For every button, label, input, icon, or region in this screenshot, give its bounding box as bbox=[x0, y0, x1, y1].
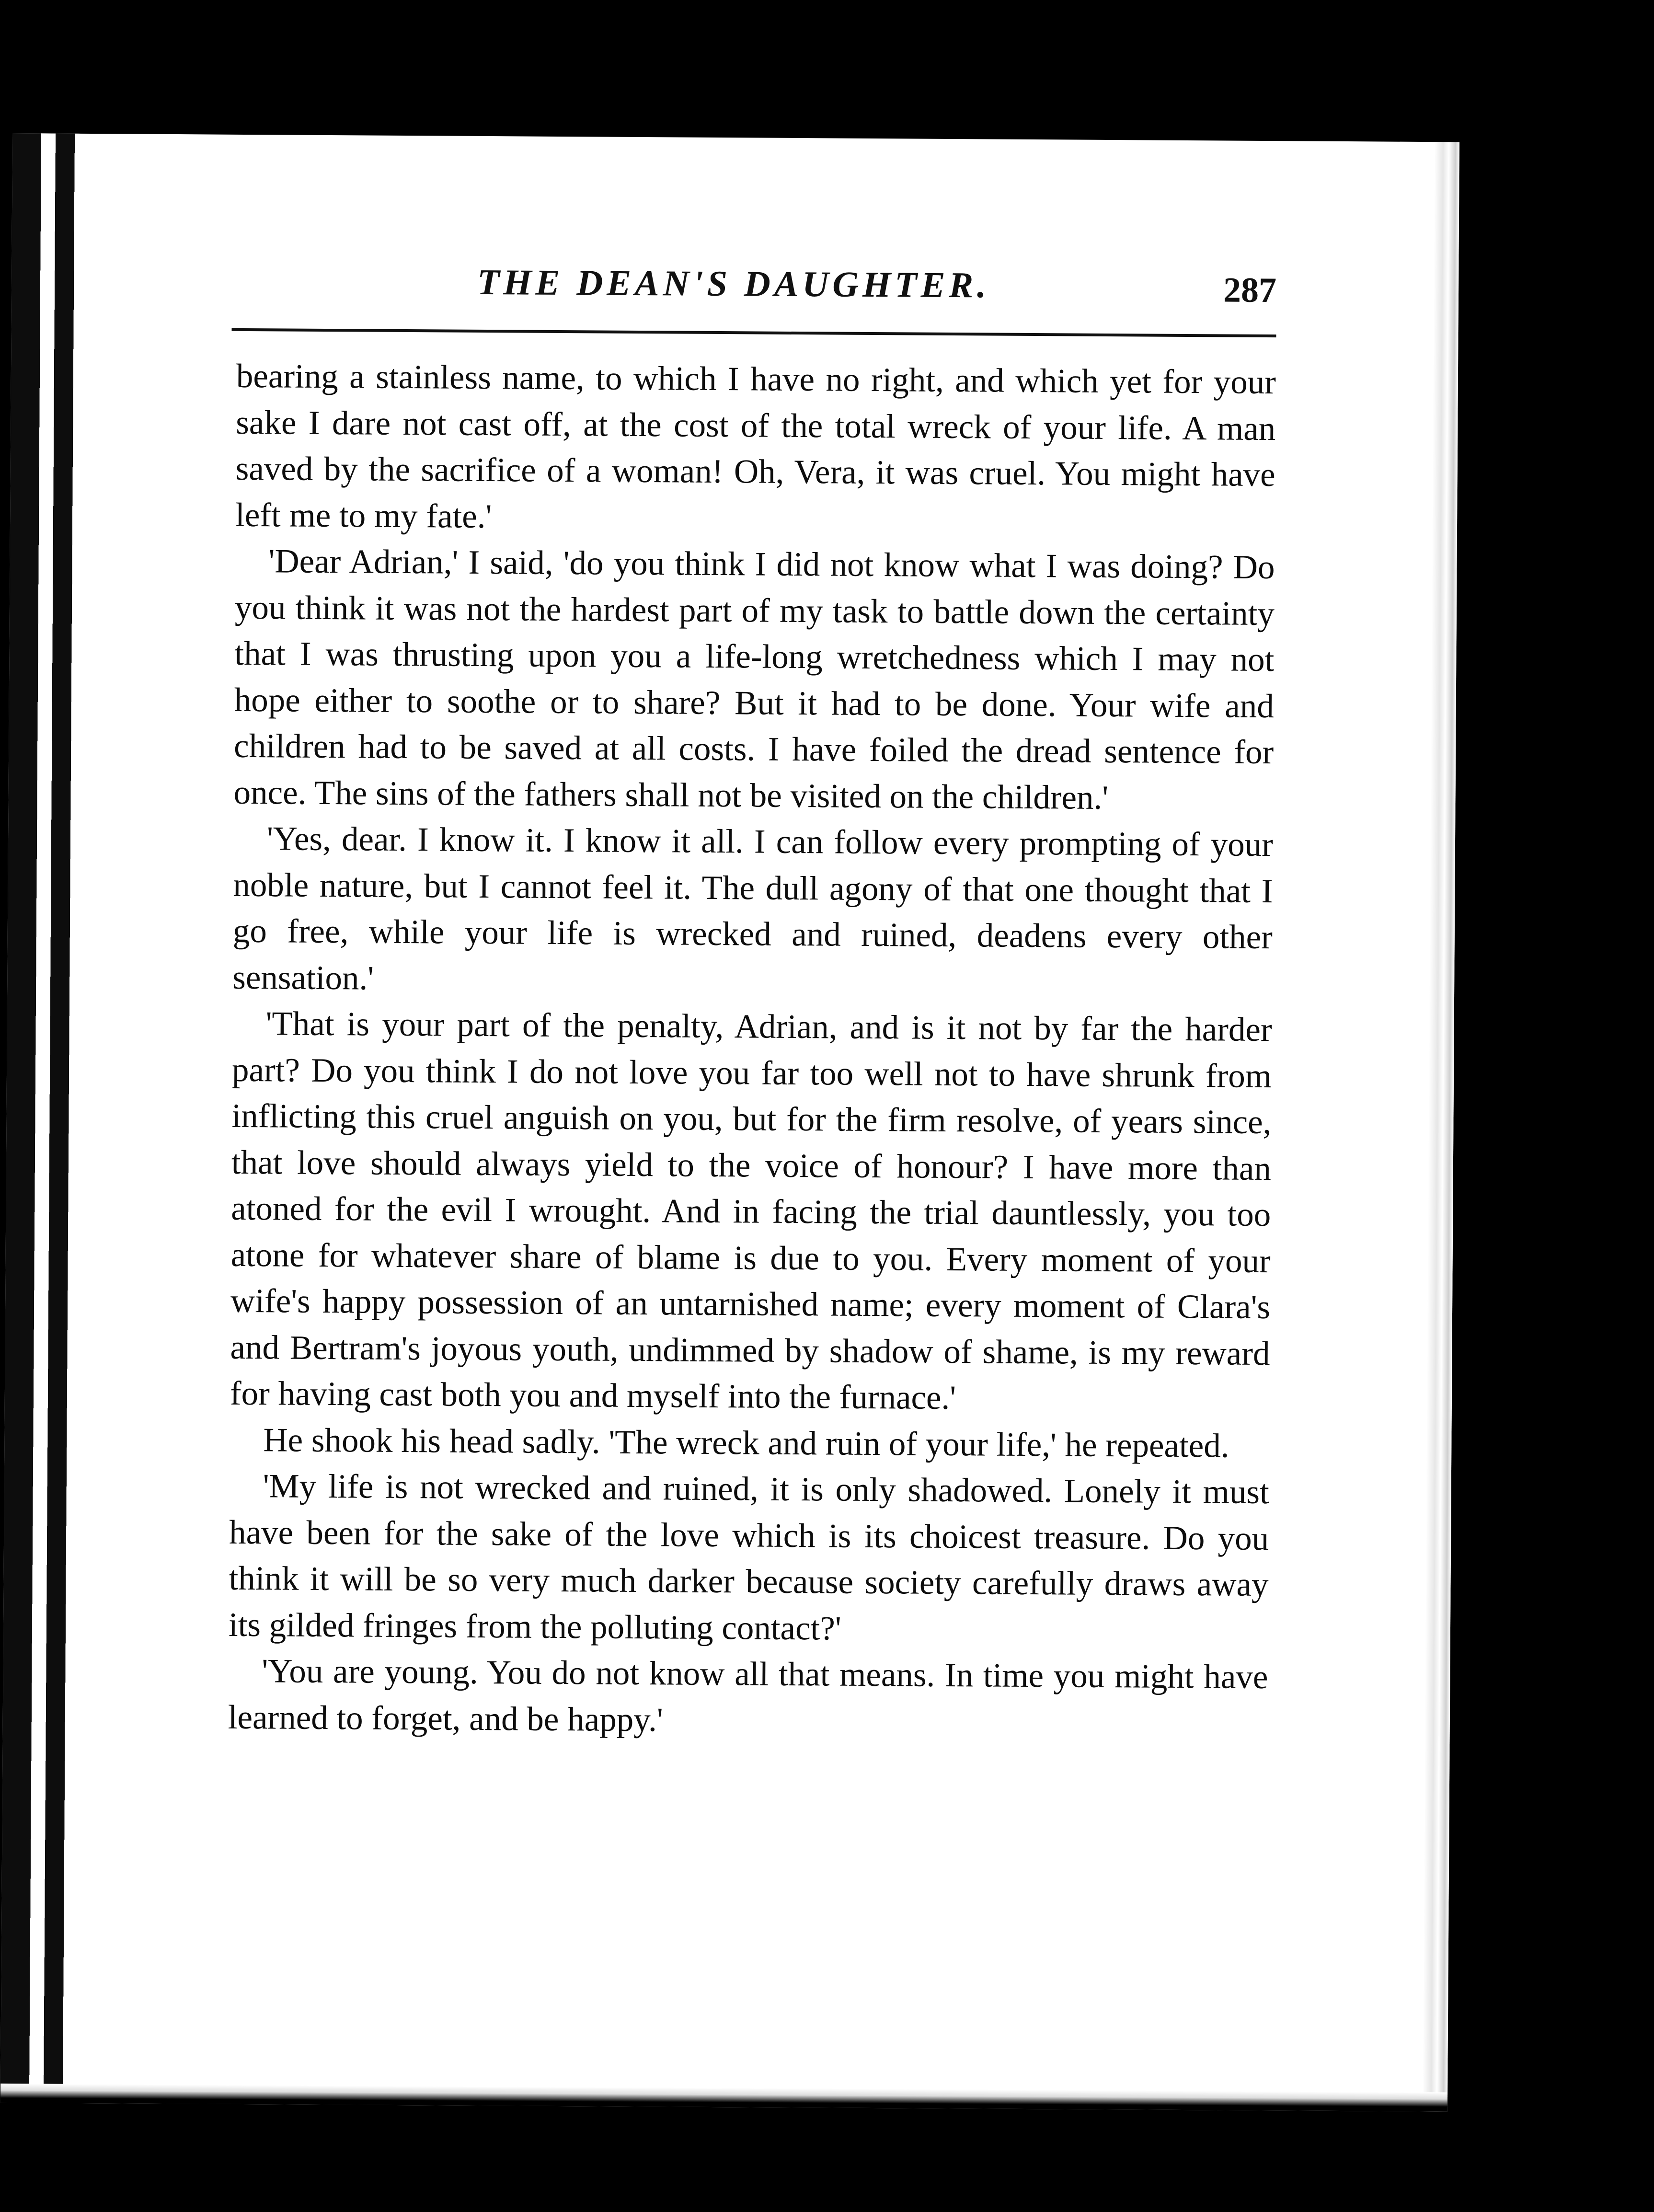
page-number: 287 bbox=[1223, 270, 1277, 311]
paragraph: 'You are young. You do not know all that means. In time you might have learned to forget, and be happy.' bbox=[228, 1652, 1268, 1739]
paragraph: 'Yes, dear. I know it. I know it all. I can follow every prompting of your noble nature, but I cannot feel it. The dull agony of that one thought that I go free, while your life is wrecked and ruined, deadens every other sensation.' bbox=[232, 820, 1274, 997]
header-rule bbox=[231, 328, 1276, 337]
page-gutter-shadow bbox=[0, 133, 80, 2103]
paragraph: He shook his head sadly. 'The wreck and ruin of your life,' he repeated. bbox=[263, 1421, 1229, 1465]
book-page bbox=[0, 133, 1459, 2111]
running-title: THE DEAN'S DAUGHTER. bbox=[477, 262, 990, 306]
page-edge bbox=[1423, 142, 1459, 2111]
body-text bbox=[228, 353, 1276, 1747]
paragraph: 'Dear Adrian,' I said, 'do you think I did not know what I was doing? Do you think it was not the hardest part of my task to battle down the certainty that I was thrusting upon you a life-long wretchedness which I may not hope either to soothe or to share? But it had to be done. Your wife and children had to be saved at all costs. I have foiled the dread sentence for once. The sins of the fathers shall not be visited on the children.' bbox=[233, 542, 1275, 817]
paragraph: bearing a stainless name, to which I have no right, and which yet for your sake I dare not cast off, at the cost of the total wreck of your life. A man saved by the sacrifice of a woman! Oh, Vera, it was cruel. You might have left me to my fate.' bbox=[235, 357, 1276, 535]
paragraph: 'My life is not wrecked and ruined, it is only shadowed. Lonely it must have been for the sake of the love which is its choicest treasure. Do you think it will be so very much darker because society carefully draws away its gilded fringes from the polluting contact?' bbox=[228, 1467, 1269, 1647]
paragraph: 'That is your part of the penalty, Adrian, and is it not by far the harder part? Do you think I do not love you far too well not to have shrunk from inflicting this cruel anguish on you, but for the firm resolve, of years since, that love should always yield to the voice of honour? I have more than atoned for the evil I wrought. And in facing the trial dauntlessly, you too atone for whatever share of blame is due to you. Every moment of your wife's happy possession of an untarnished name; every moment of Clara's and Bertram's joyous youth, undimmed by shadow of shame, is my reward for having cast both you and myself into the furnace.' bbox=[230, 1005, 1272, 1417]
running-head bbox=[232, 260, 1277, 329]
page-bottom-edge bbox=[0, 2084, 1447, 2111]
